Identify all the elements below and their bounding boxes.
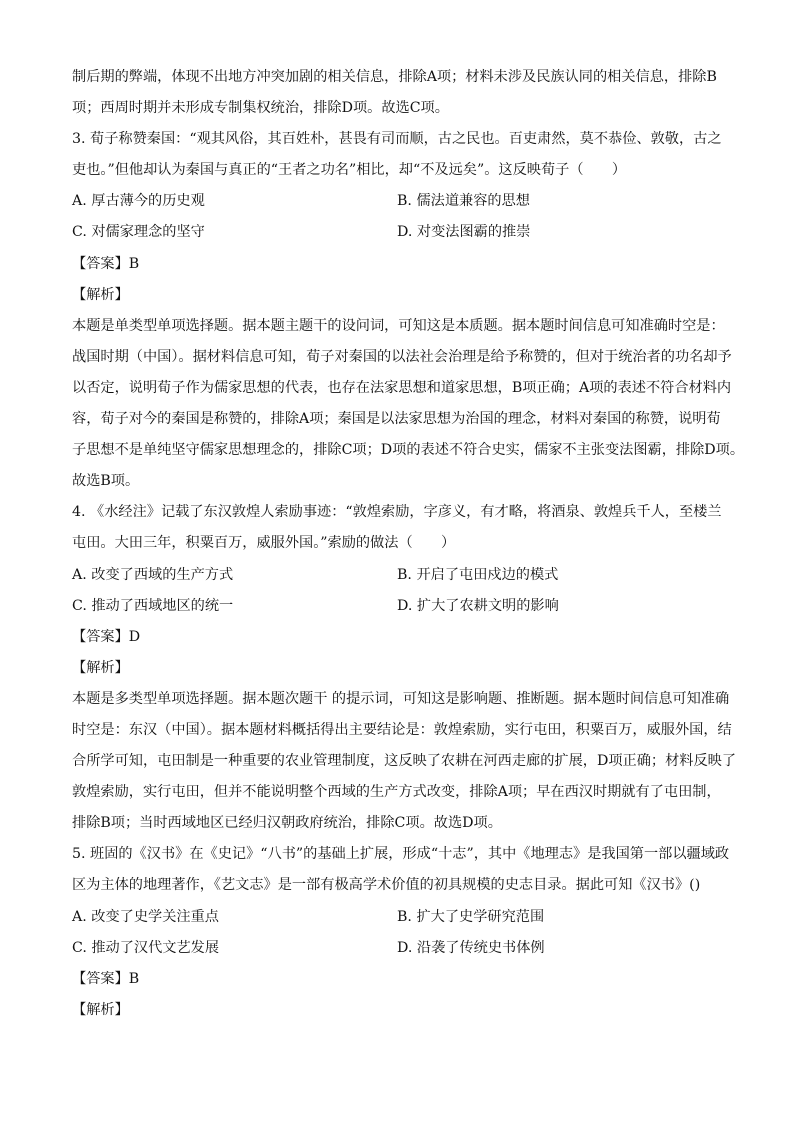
- analysis-line: 容，荀子对今的秦国是称赞的，排除A项；秦国是以法家思想为治国的理念，材料对秦国的称赞，说明荀: [72, 411, 721, 428]
- document-body: [72, 62, 745, 1026]
- answer-line: 【答案】D: [72, 628, 141, 645]
- intro-line: 项；西周时期并未形成专制集权统治，排除D项。故选C项。: [72, 100, 449, 117]
- question-stem-line: 5. 班固的《汉书》在《史记》“八书”的基础上扩展，形成“十志”，其中《地理志》是我国第一部以疆域政: [72, 846, 730, 863]
- option-list: [72, 902, 722, 964]
- question-stem-line: 4. 《水经注》记载了东汉敦煌人索励事迹：“敦煌索励，字彦义，有才略，将酒泉、敦煌兵千人，至楼兰: [72, 504, 722, 521]
- analysis-line: 时空是：东汉（中国）。据本题材料概括得出主要结论是：敦煌索励，实行屯田，积粟百万，威服外国，结: [72, 721, 732, 738]
- analysis-line: 子思想不是单纯坚守儒家思想理念的，排除C项；D项的表述不符合史实，儒家不主张变法图霸，排除D项。: [72, 442, 745, 459]
- question-stem-line: 吏也。”但他却认为秦国与真正的“王者之功名”相比，却“不及远矣”。这反映荀子（ ）: [72, 162, 627, 179]
- question-stem-line: 屯田。大田三年，积粟百万，威服外国。”索励的做法（ ）: [72, 535, 456, 552]
- question-4: [72, 497, 737, 839]
- option-list: [72, 560, 722, 622]
- option-b: B. 扩大了史学研究范围: [397, 908, 545, 925]
- question-3: [72, 124, 745, 497]
- option-a: A. 厚古薄今的历史观: [72, 193, 205, 210]
- analysis-line: 故选B项。: [72, 473, 140, 490]
- question-stem-line: 3. 荀子称赞秦国：“观其风俗，其百姓朴，甚畏有司而顺，古之民也。百吏肃然，莫不恭俭、敦敬，古之: [72, 131, 722, 148]
- question-5: [72, 839, 730, 1026]
- option-a: A. 改变了史学关注重点: [72, 908, 219, 925]
- analysis-line: 本题是单类型单项选择题。据本题主题干的设问词，可知这是本质题。据本题时间信息可知准确时空是：: [72, 317, 725, 334]
- question-stem-line: 区为主体的地理著作，《艺文志》是一部有极高学术价值的初具规模的史志目录。据此可知《汉书》(): [72, 877, 701, 894]
- option-b: B. 儒法道兼容的思想: [397, 193, 530, 210]
- option-a: A. 改变了西域的生产方式: [72, 566, 234, 583]
- analysis-line: 战国时期（中国）。据材料信息可知，荀子对秦国的以法社会治理是给予称赞的，但对于统治者的功名却予: [72, 348, 732, 365]
- answer-line: 【答案】B: [72, 970, 140, 987]
- analysis-line: 合所学可知，屯田制是一种重要的农业管理制度，这反映了农耕在河西走廊的扩展，D项正确；材料反映了: [72, 753, 737, 770]
- option-c: C. 推动了西域地区的统一: [72, 597, 234, 614]
- option-d: D. 沿袭了传统史书体例: [397, 939, 545, 956]
- analysis-line: 敦煌索励，实行屯田，但并不能说明整个西域的生产方式改变，排除A项；早在西汉时期就有了屯田制，: [72, 784, 721, 801]
- option-c: C. 对儒家理念的坚守: [72, 224, 205, 241]
- analysis-label: 【解析】: [72, 1001, 129, 1018]
- option-c: C. 推动了汉代文艺发展: [72, 939, 220, 956]
- option-d: D. 扩大了农耕文明的影响: [397, 597, 559, 614]
- analysis-line: 本题是多类型单项选择题。据本题次题干 的提示词，可知这是影响题、推断题。据本题时间信息可知准确: [72, 690, 730, 707]
- analysis-line: 排除B项；当时西域地区已经归汉朝政府统治，排除C项。故选D项。: [72, 815, 502, 832]
- intro-line: 制后期的弊端，体现不出地方冲突加剧的相关信息，排除A项；材料未涉及民族认同的相关信息，排除B: [72, 69, 717, 85]
- analysis-line: 以否定，说明荀子作为儒家思想的代表，也存在法家思想和道家思想，B项正确；A项的表述不符合材料内: [72, 379, 732, 396]
- answer-line: 【答案】B: [72, 255, 140, 272]
- analysis-label: 【解析】: [72, 659, 129, 676]
- option-list: [72, 186, 722, 248]
- option-d: D. 对变法图霸的推崇: [397, 224, 531, 241]
- option-b: B. 开启了屯田戍边的模式: [397, 566, 559, 583]
- analysis-label: 【解析】: [72, 286, 129, 303]
